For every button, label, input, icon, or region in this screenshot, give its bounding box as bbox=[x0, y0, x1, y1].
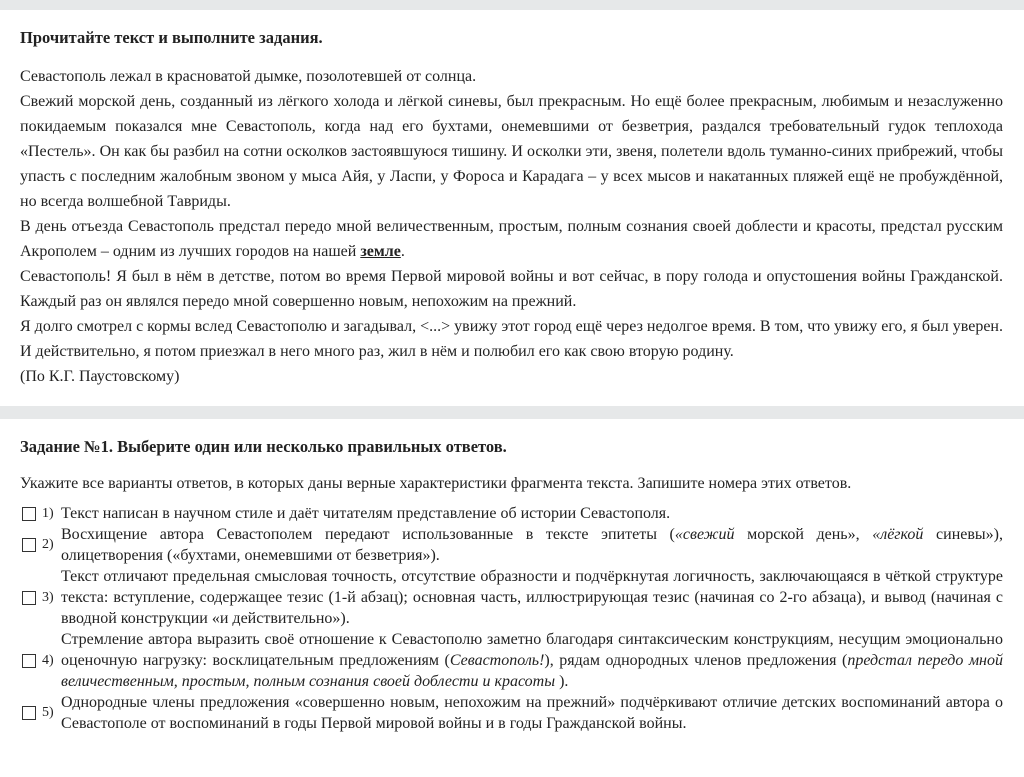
option-3-number: 3) bbox=[42, 589, 54, 605]
underlined-word: земле bbox=[360, 243, 401, 260]
option-2 bbox=[20, 524, 1003, 566]
option-1-number: 1) bbox=[42, 505, 54, 521]
option-1-text: Текст написан в научном стиле и даёт читателям представление об истории Севастополя. bbox=[61, 505, 671, 522]
option-2-text-a: Восхищение автора Севастополем передают использованные в тексте эпитеты ( bbox=[61, 526, 675, 543]
option-4-text-a: Стремление автора выразить своё отношение к Севастополю заметно благодаря синтаксическим конструкциям, несущим эмоционально оценочную нагрузку: восклицательным предложениям ( bbox=[61, 631, 1003, 669]
option-1 bbox=[20, 503, 1003, 524]
option-3 bbox=[20, 566, 1003, 629]
paragraph-3-period: . bbox=[400, 243, 405, 260]
paragraph-4: Севастополь! Я был в нём в детстве, потом во время Первой мировой войны и вот сейчас, в пору голода и опустошения войны Гражданской. Каждый раз он являлся передо мной совершенно новым, непохожим на прежний. bbox=[20, 268, 1003, 310]
paragraph-3 bbox=[20, 214, 1003, 264]
option-4-text bbox=[61, 629, 1003, 692]
option-4-number: 4) bbox=[42, 652, 54, 668]
section-divider-band bbox=[0, 406, 1024, 419]
paragraph-2: Свежий морской день, созданный из лёгкого холода и лёгкой синевы, был прекрасным. Но ещё более прекрасным, любимым и незаслуженно покидаемым показался мне Севастополь, когда над его бухтами, онемевшими от безветрия, раздался требовательный гудок теплохода «Пестель». Он как бы разбил на сотни осколков застоявшуюся тишину. И осколки эти, звеня, полетели вдоль туманно-синих прибрежий, чтобы упасть с последним жалобным звоном у мыса Айя, у Ласпи, у Фороса и Карадага – у всех мысов и накатанных пляжей ещё не пробуждённой, но всегда волшебной Тавриды. bbox=[20, 93, 1003, 210]
option-1-checkbox[interactable] bbox=[22, 507, 36, 521]
option-1-control[interactable] bbox=[20, 506, 61, 522]
text-source: (По К.Г. Паустовскому) bbox=[20, 368, 180, 385]
top-band bbox=[0, 0, 1024, 10]
option-2-control[interactable] bbox=[20, 537, 61, 553]
option-5 bbox=[20, 692, 1003, 734]
option-2-text-c: синевы»), олицетворения («бухтами, онемевшими от безветрия»). bbox=[61, 526, 1003, 564]
option-2-text-b: морской день», bbox=[734, 526, 873, 543]
option-5-number: 5) bbox=[42, 705, 54, 720]
option-3-control[interactable] bbox=[20, 590, 61, 606]
paragraph-3-text: В день отъезда Севастополь предстал передо мной величественным, простым, полным сознания своей доблести и красоты, предстал русским Акрополем – одним из лучших городов на нашей bbox=[20, 218, 1003, 260]
option-2-italic-b: «лёгкой bbox=[872, 526, 924, 543]
task-heading: Задание №1. Выберите один или несколько правильных ответов. bbox=[20, 437, 507, 456]
option-2-italic-a: «свежий bbox=[674, 526, 735, 543]
paragraph-1: Севастополь лежал в красноватой дымке, позолотевшей от солнца. bbox=[20, 68, 477, 85]
task-section bbox=[0, 419, 1024, 734]
option-5-checkbox[interactable] bbox=[22, 706, 36, 720]
option-4-italic-b: предстал передо мной величественным, простым, полным сознания своей доблести и красоты bbox=[61, 652, 1003, 690]
reading-heading: Прочитайте текст и выполните задания. bbox=[20, 28, 323, 47]
task-instruction: Укажите все варианты ответов, в которых даны верные характеристики фрагмента текста. Запишите номера этих ответов. bbox=[20, 475, 852, 492]
option-4-checkbox[interactable] bbox=[22, 654, 36, 668]
reading-text-section bbox=[0, 10, 1024, 389]
option-4-italic-a: Севастополь! bbox=[449, 652, 545, 669]
option-4 bbox=[20, 629, 1003, 692]
option-4-text-c: ). bbox=[555, 673, 569, 690]
paragraph-5: Я долго смотрел с кормы вслед Севастополю и загадывал, <...> увижу этот город ещё через недолгое время. В том, что увижу его, я был уверен. И действительно, я потом приезжал в него много раз, жил в нём и полюбил его как свою вторую родину. bbox=[20, 318, 1003, 360]
option-2-text bbox=[61, 524, 1003, 566]
option-2-number: 2) bbox=[42, 537, 54, 552]
option-5-text: Однородные члены предложения «совершенно новым, непохожим на прежний» подчёркивают отличие детских воспоминаний автора о Севастополе от воспоминаний в годы Первой мировой войны и в годы Гражданской войны. bbox=[61, 694, 1003, 732]
option-5-control[interactable] bbox=[20, 705, 61, 721]
option-4-control[interactable] bbox=[20, 653, 61, 669]
option-2-checkbox[interactable] bbox=[22, 538, 36, 552]
option-3-checkbox[interactable] bbox=[22, 591, 36, 605]
option-3-text: Текст отличают предельная смысловая точность, отсутствие образности и подчёркнутая логичность, заключающаяся в чёткой структуре текста: вступление, содержащее тезис (1-й абзац); основная часть, иллюстрирующая тезис (начиная со 2-го абзаца), и вывод (начиная с вводной конструкции «и действительно»). bbox=[61, 568, 1003, 627]
option-4-text-b: ), рядам однородных членов предложения ( bbox=[544, 652, 848, 669]
